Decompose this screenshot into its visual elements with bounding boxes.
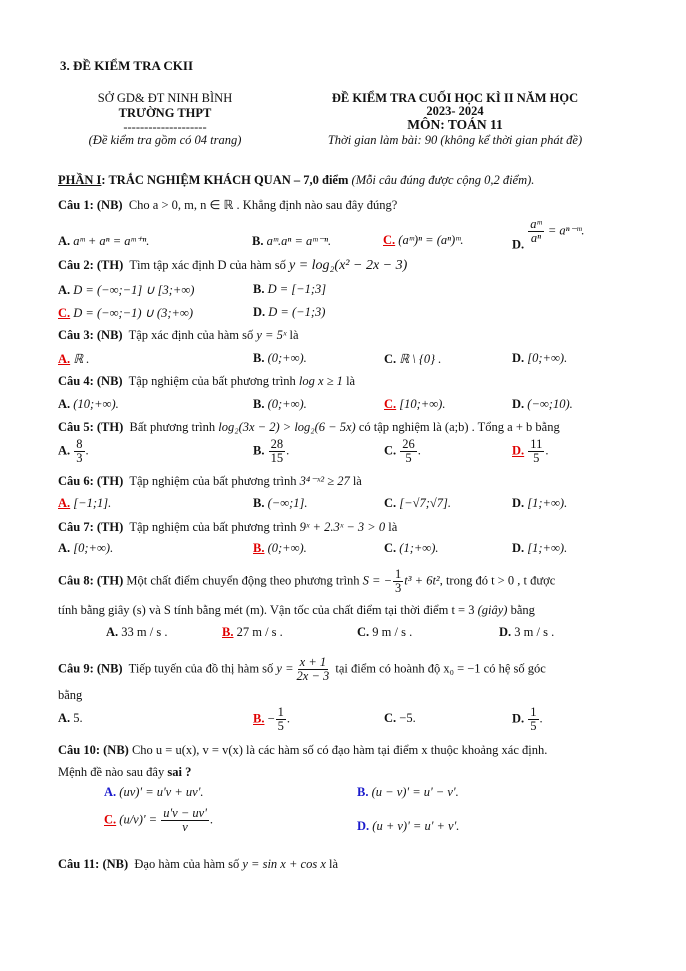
option-text: ℝ . [73,352,90,366]
option-9c[interactable] [384,711,416,726]
question-text: Tập nghiệm của bất phương trình [129,474,297,488]
question-tail: là [352,474,362,488]
option-text: 33 m / s . [121,625,168,639]
option-text: (−∞;10). [527,397,573,411]
option-3d[interactable] [512,351,567,366]
question-tail: là [289,328,299,342]
time-note: Thời gian làm bài: 90 (không kể thời gian phát đề) [327,133,583,147]
correct-answer-letter: C. [58,306,71,320]
denominator: 5 [405,451,412,466]
option-letter: B. [253,443,265,458]
option-text: 3 m / s . [514,625,555,639]
question-label: Câu 1: (NB) [58,198,123,212]
option-4a[interactable] [58,397,119,412]
fraction [74,438,84,465]
question-text: Bất phương trình [129,420,216,434]
option-text: (aᵐ)ⁿ = (aⁿ)ᵐ. [398,233,464,247]
option-3b[interactable] [253,351,307,366]
question-text: Một chất điểm chuyển động theo phương trình [126,573,360,588]
option-letter: B. [253,351,265,365]
formula-part: y = [276,661,294,676]
question-formula: y = log₂(x² − 2x − 3) [289,258,408,273]
option-text: D = (−∞;−1) ∪ (3;+∞) [73,306,193,320]
option-letter: A. [58,397,71,411]
part-title-rest: : TRẮC NGHIỆM KHÁCH QUAN – 7,0 điểm [101,173,349,187]
denominator: 5 [533,451,540,466]
option-text: D = (−1;3) [268,305,326,319]
option-letter: A. [106,625,119,639]
option-letter: B. [252,234,264,248]
option-letter: B. [253,496,265,510]
option-4b[interactable] [253,397,307,412]
fraction [276,706,286,733]
option-9a[interactable] [58,711,83,726]
option-8d[interactable] [499,625,554,640]
question-label: Câu 4: (NB) [58,374,123,388]
option-letter: D. [512,711,525,726]
option-text: D = [−1;3] [267,282,327,296]
question-11 [58,857,338,872]
option-text: (uv)' = u'v + uv'. [119,785,204,799]
numerator: 1 [395,567,402,581]
denominator: 5 [277,719,284,734]
option-text: D = (−∞;−1] ∪ [3;+∞) [73,283,195,297]
option-letter: A. [104,785,117,799]
question-tail: là [329,857,339,871]
question-label: Câu 5: (TH) [58,420,124,434]
correct-answer-letter: A. [58,496,71,510]
option-9d[interactable]: D. $\frac{1}{5}$ . [512,705,543,734]
subject: MÔN: TOÁN 11 [407,117,503,132]
option-text: 5. [73,711,83,725]
question-text: Tìm tập xác định D của hàm số [129,258,286,272]
dept-name: SỞ GD& ĐT NINH BÌNH [97,91,233,105]
option-3a[interactable] [58,351,89,367]
question-7 [58,520,397,535]
option-2b[interactable] [253,282,326,297]
fraction [295,656,332,683]
option-text: (u/v)' = [119,812,158,827]
option-text: [−√7;√7]. [399,496,451,510]
question-label: Câu 10: (NB) [58,743,129,757]
option-8c[interactable] [357,625,412,640]
option-1c[interactable] [383,233,464,248]
part-title: PHẦN I [58,173,102,187]
fraction [400,438,417,465]
option-text: 9 m / s . [372,625,413,639]
question-10 [58,743,547,758]
question-formula: log₂(3x − 2) > log₂(6 − 5x) [218,420,356,434]
denominator: v [182,820,188,835]
question-8-line2 [58,603,535,618]
correct-answer-letter: B. [253,711,265,726]
correct-answer-letter: D. [512,443,525,458]
fraction [528,706,538,733]
question-5 [58,420,560,435]
option-letter: A. [58,283,71,297]
option-4d[interactable] [512,397,573,412]
option-letter: D. [512,397,525,411]
numerator: 28 [270,437,284,451]
option-letter: D. [499,625,512,639]
option-letter: A. [58,541,71,555]
question-2 [58,258,407,274]
option-5d[interactable]: D. $\frac{11}{5}$ . [512,437,549,466]
option-text: (−∞;1]. [267,496,308,510]
fraction [528,218,543,245]
numerator: u'v − uv' [163,806,207,820]
correct-answer-letter: C. [384,397,397,411]
option-10b[interactable] [357,785,459,800]
numerator: 1 [530,705,537,719]
option-1a[interactable] [58,233,149,249]
question-label: Câu 7: (TH) [58,520,124,534]
option-text: 27 m / s . [236,625,283,639]
correct-answer-letter: C. [383,233,396,247]
question-formula: 9ˣ + 2.3ˣ − 3 > 0 [299,520,386,534]
option-text: (0;+∞). [267,351,307,365]
option-letter: B. [357,785,369,799]
question-text-bold: sai ? [167,765,192,779]
option-5b[interactable]: B. $\frac{28}{15}$ . [253,437,290,466]
option-letter: B. [253,397,265,411]
numerator: 11 [530,437,543,451]
question-formula: y = sin x + cos x [242,857,326,871]
option-7c[interactable] [384,541,439,556]
question-text: Tập nghiệm của bất phương trình [129,520,297,534]
option-text: [0;+∞). [527,351,568,365]
correct-answer-letter: B. [222,625,234,639]
question-label: Câu 6: (TH) [58,474,124,488]
denominator: 15 [270,451,284,466]
option-5c[interactable]: C. $\frac{26}{5}$ . [384,437,421,466]
question-6 [58,473,362,489]
school-year: 2023- 2024 [426,104,484,118]
question-text: Cho a > 0, m, n ∈ ℝ . Khẳng định nào sau đây đúng? [128,198,398,212]
section-title: 3. ĐỀ KIỂM TRA CKII [60,58,194,73]
correct-answer-letter: C. [104,812,117,827]
option-letter: D. [512,541,525,555]
option-text: (u + v)' = u' + v'. [372,819,460,833]
question-8 [58,568,555,595]
option-letter: B. [253,282,265,296]
question-tail: bằng [510,603,535,617]
option-1b[interactable] [252,233,331,249]
header-left [70,91,260,148]
fraction [161,807,209,834]
option-letter: D. [253,305,266,319]
option-9b[interactable]: B. − $\frac{1}{5}$ . [253,705,291,734]
option-text: [10;+∞). [399,397,446,411]
option-letter: C. [384,541,397,555]
option-10c[interactable]: C. (u/v)' = $\frac{u'v - uv'}{v}$ . [104,806,214,835]
option-5a[interactable]: A. $\frac{8}{3}$ . [58,437,89,466]
option-10d[interactable] [357,819,459,834]
option-text: −5. [399,711,416,725]
option-6d[interactable] [512,496,567,511]
question-text: Mệnh đề nào sau đây [58,765,165,779]
question-tail: là [346,374,356,388]
fraction [393,568,403,595]
option-text: (1;+∞). [399,541,439,555]
question-text: Tiếp tuyến của đồ thị hàm số [128,661,274,676]
numerator: aᵐ [530,217,542,231]
option-text: aᵐ + aⁿ = aᵐ⁺ⁿ. [73,234,150,248]
question-label: Câu 9: (NB) [58,661,123,676]
question-text: Đạo hàm của hàm số [134,857,240,871]
question-label: Câu 3: (NB) [58,328,123,342]
question-formula: log x ≥ 1 [298,374,343,388]
question-10-line2 [58,765,191,780]
question-tail: , trong đó t > 0 , t được [439,573,556,588]
option-3c[interactable] [384,351,441,367]
option-letter: A. [58,234,71,248]
question-4 [58,374,355,389]
part-note: (Mỗi câu đúng được cộng 0,2 điểm). [351,173,535,187]
numerator: 1 [277,705,284,719]
question-formula: 3⁴⁻ˣ² ≥ 27 [299,474,350,488]
option-letter: D. [512,496,525,510]
question-label: Câu 8: (TH) [58,573,124,588]
correct-answer-letter: A. [58,352,71,366]
denominator: aⁿ [530,231,542,246]
option-text: (0;+∞). [267,541,307,555]
option-7d[interactable] [512,541,567,556]
question-text-italic: (giây) [477,603,508,617]
question-1 [58,197,397,213]
option-letter: C. [384,711,397,725]
option-letter: C. [384,496,397,510]
denominator: 5 [530,719,537,734]
option-text: (10;+∞). [73,397,119,411]
exam-title: ĐỀ KIỂM TRA CUỐI HỌC KÌ II NĂM HỌC [331,91,579,105]
question-tail: tại điểm có hoành độ x₀ = −1 có hệ số góc [335,661,546,676]
fraction [528,438,544,465]
option-text: (0;+∞). [267,397,307,411]
question-text: Tập xác định của hàm số [128,328,254,342]
option-letter: D. [357,819,370,833]
question-text: tính bằng giây (s) và S tính bằng mét (m). Vận tốc của chất điểm tại thời điểm t = 3 [58,603,475,617]
option-text: [1;+∞). [527,496,568,510]
question-label: Câu 11: (NB) [58,857,129,871]
question-9 [58,656,546,683]
option-text: ℝ \ {0} . [399,352,442,366]
option-letter: A. [58,711,71,725]
header-divider: -------------------- [123,120,207,134]
option-6c[interactable] [384,496,451,511]
denominator: 3 [395,581,402,596]
question-tail: là [388,520,398,534]
formula-part: S = − [362,573,393,588]
question-tail: có tập nghiệm là (a;b) . Tổng a + b bằng [358,420,560,434]
option-letter: C. [357,625,370,639]
option-letter: D. [512,351,525,365]
correct-answer-letter: B. [253,541,265,555]
school-name: TRƯỜNG THPT [118,106,212,120]
header-right [300,91,610,148]
option-6a[interactable] [58,496,111,511]
option-letter: A. [58,443,71,458]
option-text: [0;+∞). [73,541,114,555]
denominator: 2x − 3 [296,669,330,684]
numerator: 26 [402,437,415,451]
option-7b[interactable] [253,541,307,556]
option-8b[interactable] [222,625,283,640]
fraction [269,438,286,465]
option-2d[interactable] [253,305,325,320]
option-letter: C. [384,443,397,458]
option-6b[interactable] [253,496,308,511]
option-text: [−1;1]. [73,496,112,510]
option-1d[interactable] [512,218,585,253]
option-2c[interactable] [58,305,193,321]
numerator: 8 [76,437,83,451]
option-8a[interactable] [106,625,167,640]
option-letter: D. [512,237,525,252]
option-letter: C. [384,352,397,366]
formula-part: t³ + 6t² [404,573,440,588]
part-heading [58,173,534,188]
option-4c[interactable] [384,397,445,412]
option-text: (u − v)' = u' − v'. [371,785,459,799]
minus-sign: − [267,711,275,726]
question-text: Tập nghiệm của bất phương trình [128,374,296,388]
denominator: 3 [76,451,83,466]
question-3 [58,328,299,343]
option-7a[interactable] [58,541,113,556]
question-label: Câu 2: (TH) [58,258,124,272]
option-10a[interactable] [104,785,204,800]
pages-note: (Đề kiểm tra gồm có 04 trang) [88,133,242,147]
option-text: = aⁿ⁻ᵐ. [544,223,585,238]
question-9-line2: bằng [58,688,83,702]
option-text: aᵐ.aⁿ = aᵐ⁻ⁿ. [266,234,332,248]
question-text: Cho u = u(x), v = v(x) là các hàm số có đạo hàm tại điểm x thuộc khoảng xác định. [131,743,548,757]
question-formula: y = 5ˣ [256,328,287,342]
numerator: x + 1 [299,655,327,669]
option-2a[interactable] [58,282,194,298]
option-text: [1;+∞). [527,541,568,555]
